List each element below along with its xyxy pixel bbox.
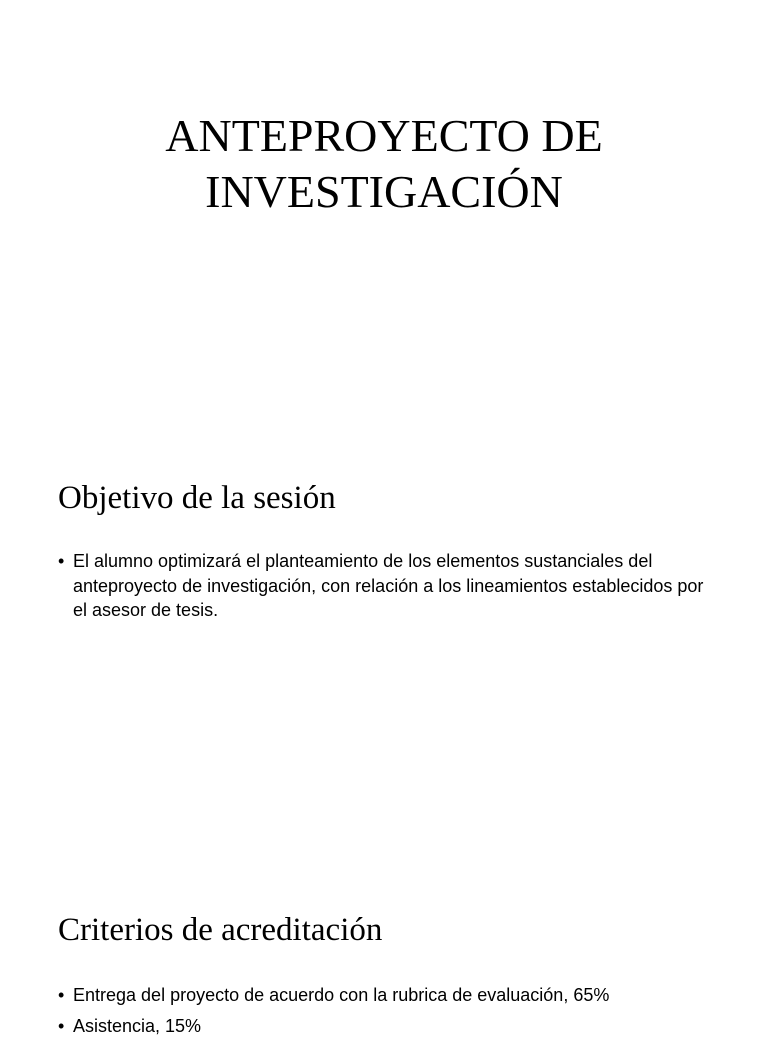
list-item — [58, 1014, 718, 1039]
title-line-1: ANTEPROYECTO DE — [165, 110, 603, 161]
objective-bullet-list — [58, 549, 718, 629]
bullet-icon: • — [58, 1015, 65, 1036]
slide-title — [0, 0, 768, 432]
title-line-2: INVESTIGACIÓN — [205, 166, 563, 217]
objective-heading: Objetivo de la sesión — [58, 480, 336, 516]
slide-objective — [0, 432, 768, 864]
slide-criteria — [0, 864, 768, 1036]
document-title — [0, 108, 768, 220]
bullet-text: Asistencia, 15% — [73, 1015, 202, 1036]
criteria-heading: Criterios de acreditación — [58, 912, 383, 948]
criteria-bullet-list — [58, 983, 718, 1044]
bullet-text: El alumno optimizará el planteamiento de los elementos sustanciales del anteproyecto de investigación, con relación a los lineamientos establecidos por el asesor de tesis. — [73, 551, 704, 620]
bullet-icon: • — [58, 985, 65, 1005]
bullet-icon: • — [58, 551, 65, 571]
list-item — [58, 983, 718, 1008]
bullet-text: Entrega del proyecto de acuerdo con la rubrica de evaluación, 65% — [73, 985, 610, 1005]
list-item — [58, 549, 718, 623]
